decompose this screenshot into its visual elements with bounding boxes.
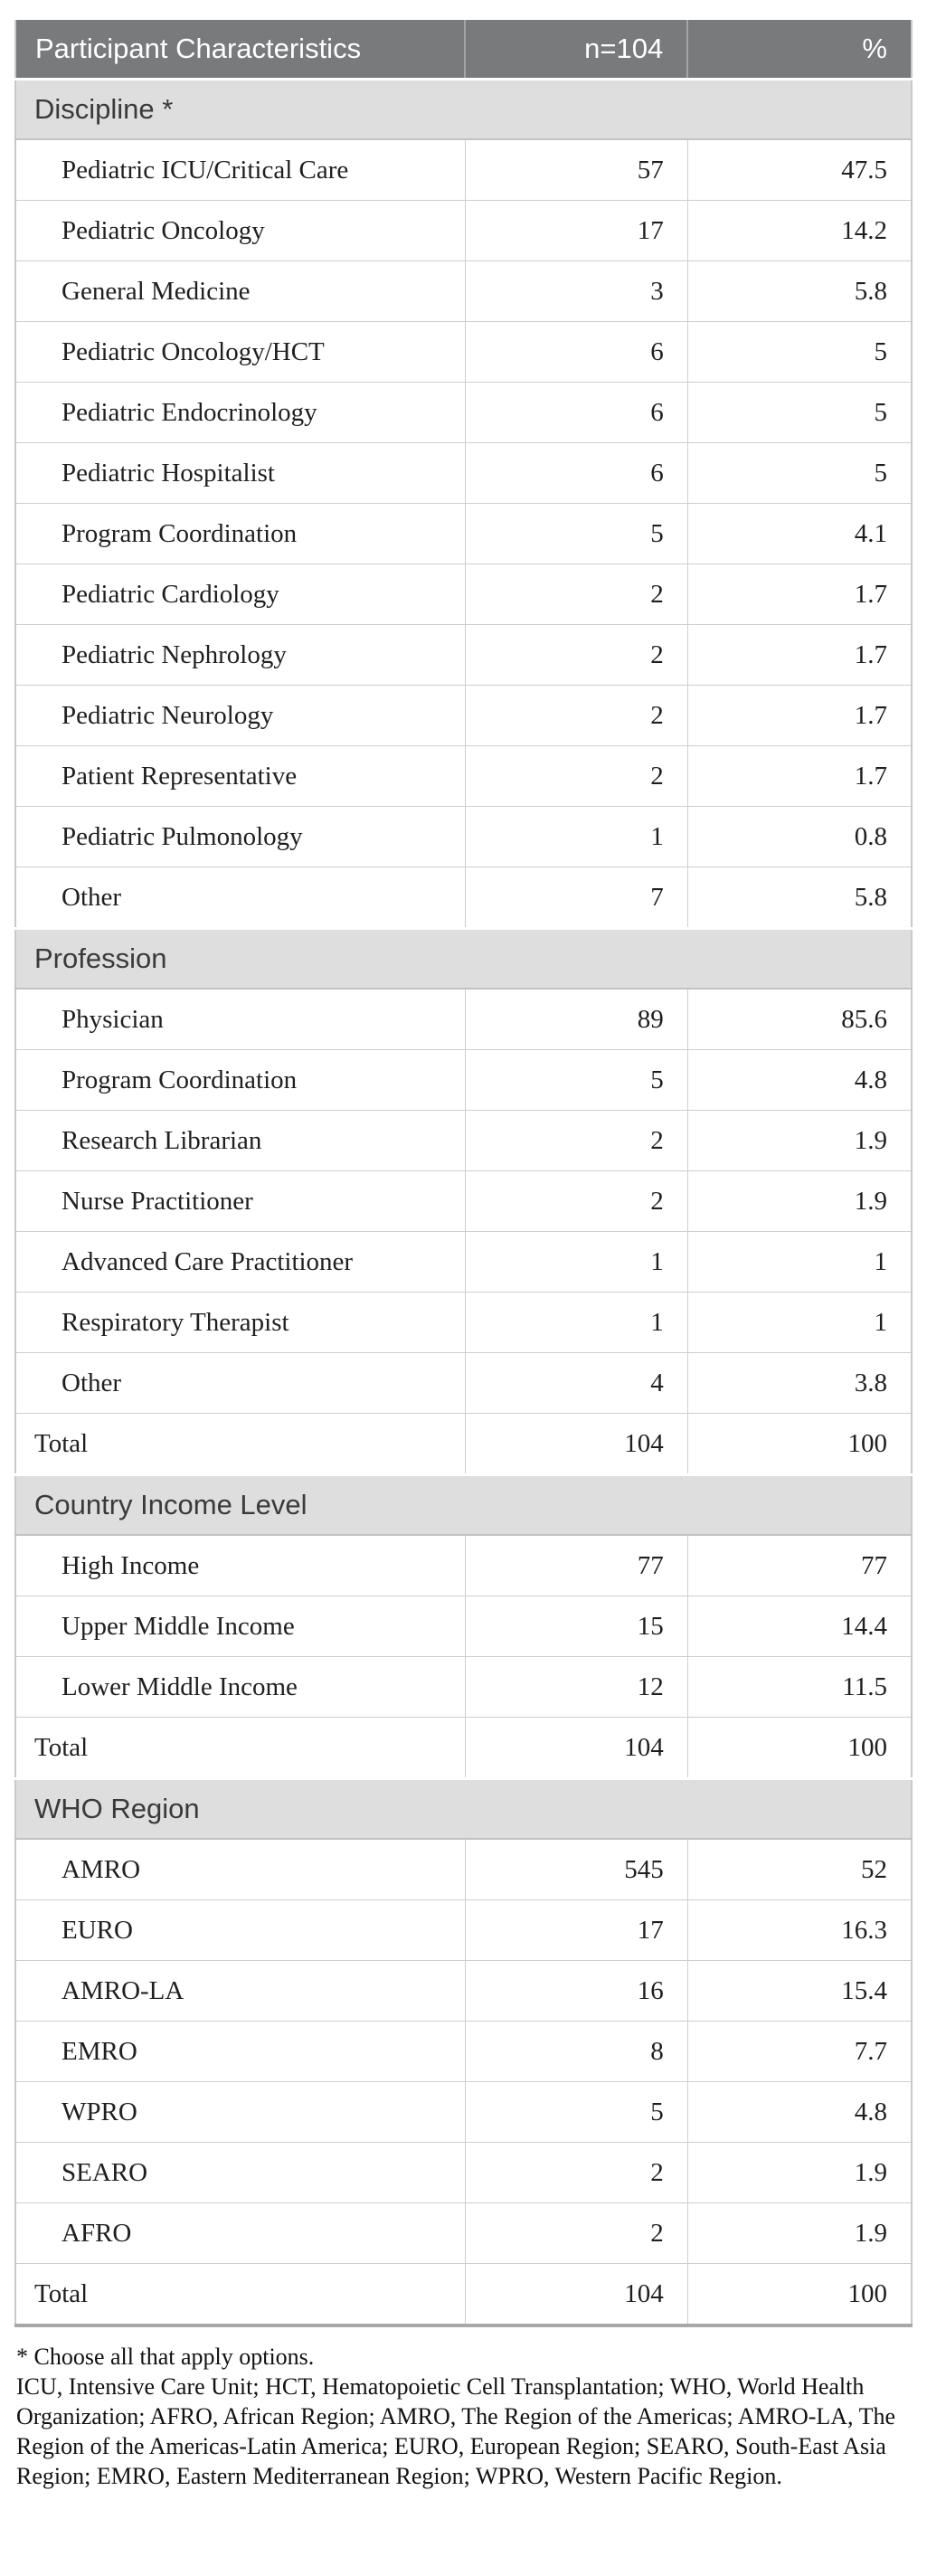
- cell-n: 17: [465, 1900, 687, 1961]
- cell-n: 8: [465, 2022, 687, 2082]
- row-label: Nurse Practitioner: [15, 1171, 465, 1232]
- cell-percent: 4.8: [687, 2082, 912, 2143]
- row-label: Pediatric Nephrology: [15, 625, 465, 686]
- row-label: Pediatric Pulmonology: [15, 807, 465, 867]
- cell-percent: 1.7: [687, 564, 912, 625]
- footnote-choose-all: * Choose all that apply options.: [16, 2344, 315, 2370]
- table-row-wpro: [15, 2082, 912, 2143]
- footnotes: [16, 2342, 921, 2491]
- row-label: AMRO-LA: [15, 1961, 465, 2022]
- cell-percent: 1.9: [687, 2143, 912, 2203]
- table-row-pediatric-oncology: [15, 201, 912, 261]
- cell-n: 545: [465, 1839, 687, 1900]
- cell-percent: 1.9: [687, 1111, 912, 1171]
- cell-percent: 5.8: [687, 867, 912, 929]
- row-label: Pediatric Hospitalist: [15, 443, 465, 504]
- cell-n: 104: [465, 1414, 687, 1475]
- section-label: Country Income Level: [15, 1475, 912, 1536]
- row-label: Advanced Care Practitioner: [15, 1232, 465, 1293]
- cell-n: 5: [465, 504, 687, 564]
- row-label: Lower Middle Income: [15, 1657, 465, 1718]
- header-participant-characteristics: Participant Characteristics: [15, 20, 465, 80]
- section-label: WHO Region: [15, 1779, 912, 1840]
- cell-percent: 3.8: [687, 1353, 912, 1414]
- cell-percent: 5: [687, 322, 912, 383]
- cell-percent: 1.7: [687, 625, 912, 686]
- table-row-respiratory-therapist: [15, 1293, 912, 1353]
- table-row-general-medicine: [15, 261, 912, 322]
- row-label: SEARO: [15, 2143, 465, 2203]
- cell-n: 2: [465, 2203, 687, 2264]
- table-row-lower-middle-income: [15, 1657, 912, 1718]
- table-row-afro: [15, 2203, 912, 2264]
- row-label: Research Librarian: [15, 1111, 465, 1171]
- table-row-pediatric-cardiology: [15, 564, 912, 625]
- cell-percent: 52: [687, 1839, 912, 1900]
- section-row-profession: [15, 929, 912, 990]
- cell-percent: 15.4: [687, 1961, 912, 2022]
- table-body: [15, 80, 912, 2326]
- table-row-euro: [15, 1900, 912, 1961]
- row-label: Physician: [15, 989, 465, 1050]
- cell-percent: 11.5: [687, 1657, 912, 1718]
- row-label: Respiratory Therapist: [15, 1293, 465, 1353]
- cell-n: 1: [465, 1293, 687, 1353]
- total-row-total: [15, 1718, 912, 1779]
- cell-n: 2: [465, 1171, 687, 1232]
- cell-n: 1: [465, 1232, 687, 1293]
- cell-percent: 5: [687, 443, 912, 504]
- section-row-discipline: [15, 80, 912, 140]
- cell-percent: 100: [687, 1718, 912, 1779]
- row-label: Pediatric Cardiology: [15, 564, 465, 625]
- cell-n: 2: [465, 625, 687, 686]
- table-row-amro: [15, 1839, 912, 1900]
- cell-percent: 4.8: [687, 1050, 912, 1111]
- cell-n: 1: [465, 807, 687, 867]
- table-row-other: [15, 867, 912, 929]
- cell-percent: 14.2: [687, 201, 912, 261]
- table-row-physician: [15, 989, 912, 1050]
- cell-n: 89: [465, 989, 687, 1050]
- cell-percent: 77: [687, 1535, 912, 1596]
- row-label: Total: [15, 1414, 465, 1475]
- cell-percent: 1.7: [687, 686, 912, 746]
- cell-n: 6: [465, 383, 687, 443]
- cell-n: 2: [465, 1111, 687, 1171]
- cell-percent: 14.4: [687, 1596, 912, 1657]
- table-row-other: [15, 1353, 912, 1414]
- row-label: EMRO: [15, 2022, 465, 2082]
- cell-n: 17: [465, 201, 687, 261]
- cell-n: 6: [465, 322, 687, 383]
- row-label: AMRO: [15, 1839, 465, 1900]
- table-row-searo: [15, 2143, 912, 2203]
- cell-percent: 47.5: [687, 139, 912, 201]
- row-label: Other: [15, 1353, 465, 1414]
- cell-percent: 5.8: [687, 261, 912, 322]
- cell-n: 104: [465, 1718, 687, 1779]
- cell-percent: 4.1: [687, 504, 912, 564]
- cell-n: 77: [465, 1535, 687, 1596]
- cell-n: 16: [465, 1961, 687, 2022]
- cell-percent: 5: [687, 383, 912, 443]
- section-label: Profession: [15, 929, 912, 990]
- row-label: Pediatric ICU/Critical Care: [15, 139, 465, 201]
- row-label: Pediatric Oncology/HCT: [15, 322, 465, 383]
- row-label: Program Coordination: [15, 504, 465, 564]
- table-row-pediatric-icu-critical-care: [15, 139, 912, 201]
- header-percent: %: [687, 20, 912, 80]
- footnote-abbreviations: ICU, Intensive Care Unit; HCT, Hematopoietic Cell Transplantation; WHO, World Health Organization; AFRO, African Region; AMRO, The Region of the Americas; AMRO-LA, The Region of the Americas-Latin America; EURO, European Region; SEARO, South-East Asia Region; EMRO, Eastern Mediterranean Region; WPRO, Western Pacific Region.: [16, 2373, 896, 2489]
- header-n-total: n=104: [465, 20, 687, 80]
- row-label: EURO: [15, 1900, 465, 1961]
- cell-n: 2: [465, 686, 687, 746]
- row-label: Patient Representative: [15, 746, 465, 807]
- cell-percent: 100: [687, 2264, 912, 2326]
- row-label: Upper Middle Income: [15, 1596, 465, 1657]
- total-row-total: [15, 2264, 912, 2326]
- total-row-total: [15, 1414, 912, 1475]
- table-row-pediatric-neurology: [15, 686, 912, 746]
- cell-percent: 100: [687, 1414, 912, 1475]
- cell-n: 2: [465, 746, 687, 807]
- row-label: Pediatric Neurology: [15, 686, 465, 746]
- participant-characteristics-table: [14, 20, 913, 2327]
- table-row-pediatric-endocrinology: [15, 383, 912, 443]
- cell-n: 7: [465, 867, 687, 929]
- row-label: Pediatric Endocrinology: [15, 383, 465, 443]
- cell-percent: 1.7: [687, 746, 912, 807]
- table-header-row: [15, 20, 912, 80]
- row-label: Other: [15, 867, 465, 929]
- row-label: Program Coordination: [15, 1050, 465, 1111]
- cell-n: 5: [465, 2082, 687, 2143]
- table-row-upper-middle-income: [15, 1596, 912, 1657]
- cell-percent: 1.9: [687, 2203, 912, 2264]
- table-row-program-coordination: [15, 504, 912, 564]
- cell-percent: 0.8: [687, 807, 912, 867]
- row-label: Total: [15, 1718, 465, 1779]
- row-label: AFRO: [15, 2203, 465, 2264]
- table-row-high-income: [15, 1535, 912, 1596]
- row-label: Pediatric Oncology: [15, 201, 465, 261]
- row-label: WPRO: [15, 2082, 465, 2143]
- cell-percent: 85.6: [687, 989, 912, 1050]
- cell-n: 2: [465, 2143, 687, 2203]
- row-label: Total: [15, 2264, 465, 2326]
- table-row-amro-la: [15, 1961, 912, 2022]
- cell-percent: 1: [687, 1232, 912, 1293]
- cell-percent: 1.9: [687, 1171, 912, 1232]
- cell-percent: 1: [687, 1293, 912, 1353]
- table-row-emro: [15, 2022, 912, 2082]
- cell-percent: 7.7: [687, 2022, 912, 2082]
- cell-percent: 16.3: [687, 1900, 912, 1961]
- cell-n: 5: [465, 1050, 687, 1111]
- cell-n: 12: [465, 1657, 687, 1718]
- table-row-program-coordination: [15, 1050, 912, 1111]
- cell-n: 57: [465, 139, 687, 201]
- cell-n: 6: [465, 443, 687, 504]
- table-row-research-librarian: [15, 1111, 912, 1171]
- cell-n: 104: [465, 2264, 687, 2326]
- section-label: Discipline *: [15, 80, 912, 140]
- cell-n: 15: [465, 1596, 687, 1657]
- cell-n: 2: [465, 564, 687, 625]
- cell-n: 4: [465, 1353, 687, 1414]
- table-row-advanced-care-practitioner: [15, 1232, 912, 1293]
- cell-n: 3: [465, 261, 687, 322]
- table-row-pediatric-nephrology: [15, 625, 912, 686]
- table-row-pediatric-hospitalist: [15, 443, 912, 504]
- table-row-patient-representative: [15, 746, 912, 807]
- row-label: High Income: [15, 1535, 465, 1596]
- row-label: General Medicine: [15, 261, 465, 322]
- section-row-who-region: [15, 1779, 912, 1840]
- table-row-pediatric-pulmonology: [15, 807, 912, 867]
- table-row-nurse-practitioner: [15, 1171, 912, 1232]
- section-row-country-income-level: [15, 1475, 912, 1536]
- table-row-pediatric-oncology-hct: [15, 322, 912, 383]
- table-header: [15, 20, 912, 80]
